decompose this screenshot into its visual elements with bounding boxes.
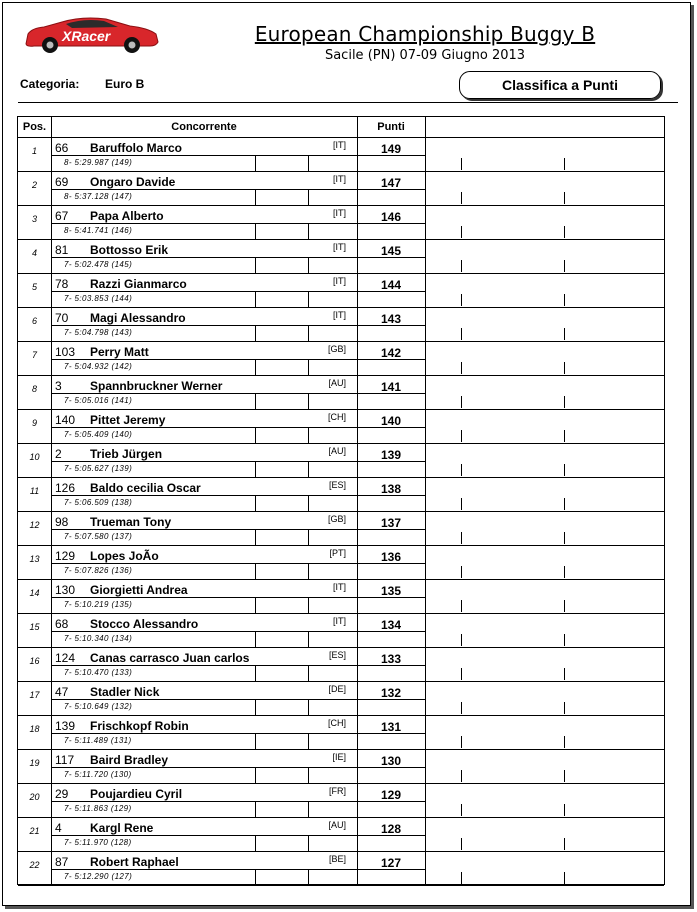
nationality: [AU] [328, 820, 346, 830]
row-tick-mark [564, 532, 565, 544]
car-number: 2 [55, 447, 62, 461]
driver-name: Kargl Rene [90, 821, 154, 835]
nationality: [IT] [333, 174, 346, 184]
position-cell: 19 [29, 758, 40, 768]
row-tick-mark [461, 294, 462, 306]
nationality: [DE] [328, 684, 346, 694]
row-sub-divider [51, 291, 425, 292]
row-tick-mark [564, 260, 565, 272]
row-sub-divider [51, 257, 425, 258]
row-tick-mark [461, 158, 462, 170]
table-row [18, 512, 664, 546]
row-cell-divider [255, 529, 256, 546]
row-tick-mark [461, 362, 462, 374]
car-number: 87 [55, 855, 69, 869]
row-cell-divider [308, 835, 309, 852]
row-cell-divider [255, 869, 256, 886]
row-tick-mark [461, 396, 462, 408]
car-number: 117 [55, 753, 75, 767]
nationality: [IT] [333, 242, 346, 252]
row-cell-divider [255, 597, 256, 614]
points-value: 143 [380, 312, 402, 326]
row-sub-divider [51, 733, 425, 734]
header-points: Punti [377, 121, 405, 133]
position-cell: 6 [31, 316, 37, 326]
points-value: 149 [380, 142, 402, 156]
row-tick-mark [461, 226, 462, 238]
row-cell-divider [255, 835, 256, 852]
row-cell-divider [255, 427, 256, 444]
points-value: 144 [380, 278, 402, 292]
lap-time: 7- 5:03.853 (144) [64, 294, 133, 303]
nationality: [ES] [328, 480, 346, 490]
row-cell-divider [308, 529, 309, 546]
header-pos: Pos. [22, 121, 47, 133]
row-tick-mark [461, 736, 462, 748]
row-sub-divider [51, 223, 425, 224]
row-tick-mark [564, 362, 565, 374]
table-row [18, 648, 664, 682]
points-value: 142 [380, 346, 402, 360]
lap-time: 8- 5:41.741 (146) [64, 226, 133, 235]
driver-name: Baird Bradley [90, 753, 169, 767]
car-number: 98 [55, 515, 69, 529]
row-sub-divider [51, 665, 425, 666]
nationality: [IT] [333, 276, 346, 286]
xracer-logo [22, 14, 162, 56]
row-tick-mark [564, 158, 565, 170]
row-cell-divider [255, 495, 256, 512]
lap-time: 7- 5:05.627 (139) [64, 464, 133, 473]
row-cell-divider [255, 189, 256, 206]
row-cell-divider [308, 733, 309, 750]
row-cell-divider [308, 699, 309, 716]
position-cell: 20 [29, 792, 40, 802]
row-tick-mark [564, 600, 565, 612]
points-value: 132 [380, 686, 402, 700]
lap-time: 7- 5:11.489 (131) [64, 736, 132, 745]
position-cell: 18 [29, 724, 40, 734]
points-value: 133 [380, 652, 402, 666]
row-tick-mark [461, 498, 462, 510]
row-tick-mark [564, 192, 565, 204]
car-number: 29 [55, 787, 69, 801]
row-tick-mark [461, 668, 462, 680]
car-number: 68 [55, 617, 69, 631]
lap-time: 7- 5:05.016 (141) [64, 396, 133, 405]
row-cell-divider [308, 155, 309, 172]
row-tick-mark [461, 702, 462, 714]
nationality: [GB] [327, 344, 346, 354]
car-number: 124 [55, 651, 76, 665]
points-value: 127 [380, 856, 402, 870]
table-row [18, 546, 664, 580]
nationality: [AU] [328, 378, 346, 388]
row-tick-mark [461, 804, 462, 816]
car-number: 66 [55, 141, 69, 155]
position-cell: 5 [31, 282, 37, 292]
row-tick-mark [564, 566, 565, 578]
driver-name: Poujardieu Cyril [90, 787, 183, 801]
nationality: [IT] [333, 582, 346, 592]
row-tick-mark [564, 430, 565, 442]
row-cell-divider [255, 359, 256, 376]
row-tick-mark [461, 838, 462, 850]
driver-name: Razzi Gianmarco [90, 277, 187, 291]
nationality: [AU] [328, 446, 346, 456]
results-table [17, 116, 665, 885]
position-cell: 3 [31, 214, 37, 224]
nationality: [FR] [329, 786, 346, 796]
row-cell-divider [255, 155, 256, 172]
ranking-type-button[interactable]: Classifica a Punti [459, 71, 661, 99]
row-sub-divider [51, 631, 425, 632]
nationality: [IT] [333, 310, 346, 320]
row-cell-divider [308, 427, 309, 444]
position-cell: 21 [29, 826, 40, 836]
row-tick-mark [564, 770, 565, 782]
row-sub-divider [51, 699, 425, 700]
row-tick-mark [461, 770, 462, 782]
row-sub-divider [51, 563, 425, 564]
driver-name: Baldo cecilia Oscar [90, 481, 201, 495]
position-cell: 22 [29, 860, 40, 870]
row-sub-divider [51, 835, 425, 836]
points-value: 146 [380, 210, 402, 224]
car-number: 67 [55, 209, 69, 223]
table-row [18, 138, 664, 172]
row-sub-divider [51, 869, 425, 870]
row-sub-divider [51, 189, 425, 190]
car-number: 4 [55, 821, 62, 835]
driver-name: Perry Matt [90, 345, 149, 359]
table-row [18, 172, 664, 206]
lap-time: 7- 5:07.580 (137) [64, 532, 133, 541]
row-sub-divider [51, 393, 425, 394]
row-tick-mark [564, 464, 565, 476]
row-cell-divider [255, 665, 256, 682]
row-tick-mark [461, 600, 462, 612]
row-sub-divider [51, 597, 425, 598]
points-value: 138 [380, 482, 402, 496]
position-cell: 12 [29, 520, 40, 530]
driver-name: Papa Alberto [90, 209, 164, 223]
nationality: [CH] [328, 412, 346, 422]
table-row [18, 478, 664, 512]
nationality: [IE] [332, 752, 346, 762]
row-cell-divider [255, 257, 256, 274]
row-tick-mark [564, 396, 565, 408]
row-cell-divider [308, 223, 309, 240]
driver-name: Lopes JoÃo [90, 549, 159, 563]
lap-time: 7- 5:10.649 (132) [64, 702, 133, 711]
row-tick-mark [461, 566, 462, 578]
lap-time: 7- 5:04.932 (142) [64, 362, 133, 371]
row-tick-mark [564, 498, 565, 510]
row-cell-divider [255, 393, 256, 410]
table-row [18, 580, 664, 614]
row-cell-divider [308, 767, 309, 784]
row-cell-divider [255, 699, 256, 716]
event-subtitle: Sacile (PN) 07-09 Giugno 2013 [324, 48, 526, 63]
car-number: 126 [55, 481, 76, 495]
table-row [18, 240, 664, 274]
driver-name: Giorgietti Andrea [90, 583, 188, 597]
nationality: [ES] [328, 650, 346, 660]
lap-time: 7- 5:05.409 (140) [64, 430, 133, 439]
row-tick-mark [564, 804, 565, 816]
position-cell: 4 [31, 248, 37, 258]
row-tick-mark [461, 532, 462, 544]
row-tick-mark [564, 328, 565, 340]
position-cell: 2 [31, 180, 37, 190]
points-value: 141 [380, 380, 402, 394]
points-value: 140 [380, 414, 402, 428]
points-value: 145 [380, 244, 402, 258]
category-value: Euro B [105, 77, 145, 91]
table-row [18, 342, 664, 376]
row-cell-divider [308, 631, 309, 648]
row-tick-mark [564, 226, 565, 238]
lap-time: 8- 5:29.987 (149) [64, 158, 133, 167]
nationality: [BE] [328, 854, 346, 864]
row-cell-divider [308, 257, 309, 274]
logo-text: XRacer [62, 28, 111, 44]
lap-time: 8- 5:37.128 (147) [64, 192, 133, 201]
driver-name: Canas carrasco Juan carlos [90, 651, 250, 665]
row-tick-mark [461, 430, 462, 442]
position-cell: 1 [31, 146, 37, 156]
car-number: 103 [55, 345, 76, 359]
position-cell: 7 [31, 350, 37, 360]
position-cell: 13 [29, 554, 40, 564]
driver-name: Trueman Tony [90, 515, 172, 529]
position-cell: 14 [29, 588, 40, 598]
row-cell-divider [308, 869, 309, 886]
driver-name: Ongaro Davide [90, 175, 176, 189]
lap-time: 7- 5:04.798 (143) [64, 328, 133, 337]
row-tick-mark [564, 838, 565, 850]
lap-time: 7- 5:11.720 (130) [64, 770, 132, 779]
nationality: [CH] [328, 718, 346, 728]
row-tick-mark [461, 872, 462, 884]
row-cell-divider [255, 733, 256, 750]
points-value: 135 [380, 584, 402, 598]
row-sub-divider [51, 801, 425, 802]
car-number: 140 [55, 413, 76, 427]
row-cell-divider [255, 223, 256, 240]
car-number: 130 [55, 583, 76, 597]
driver-name: Spannbruckner Werner [90, 379, 223, 393]
table-row [18, 274, 664, 308]
table-row [18, 716, 664, 750]
lap-time: 7- 5:11.970 (128) [64, 838, 132, 847]
table-row [18, 682, 664, 716]
row-tick-mark [461, 260, 462, 272]
nationality: [IT] [333, 140, 346, 150]
position-cell: 10 [29, 452, 40, 462]
row-sub-divider [51, 155, 425, 156]
car-number: 69 [55, 175, 69, 189]
row-cell-divider [308, 495, 309, 512]
points-value: 134 [380, 618, 402, 632]
driver-name: Stocco Alessandro [90, 617, 199, 631]
points-value: 137 [380, 516, 402, 530]
points-value: 136 [380, 550, 402, 564]
row-cell-divider [255, 767, 256, 784]
driver-name: Frischkopf Robin [90, 719, 189, 733]
car-number: 78 [55, 277, 69, 291]
row-tick-mark [461, 464, 462, 476]
row-sub-divider [51, 427, 425, 428]
header-divider [18, 102, 678, 103]
row-cell-divider [308, 665, 309, 682]
points-value: 130 [380, 754, 402, 768]
row-cell-divider [255, 325, 256, 342]
row-sub-divider [51, 767, 425, 768]
table-row [18, 206, 664, 240]
table-row [18, 444, 664, 478]
lap-time: 7- 5:10.219 (135) [64, 600, 133, 609]
table-row [18, 852, 664, 886]
points-value: 129 [380, 788, 402, 802]
header-driver: Concorrente [171, 121, 237, 133]
table-row [18, 750, 664, 784]
table-header [18, 117, 664, 138]
row-cell-divider [308, 461, 309, 478]
row-sub-divider [51, 359, 425, 360]
row-cell-divider [255, 563, 256, 580]
lap-time: 7- 5:12.290 (127) [64, 872, 133, 881]
row-cell-divider [308, 801, 309, 818]
table-row [18, 410, 664, 444]
position-cell: 9 [31, 418, 37, 428]
row-tick-mark [564, 736, 565, 748]
row-cell-divider [308, 563, 309, 580]
position-cell: 16 [29, 656, 40, 666]
driver-name: Bottosso Erik [90, 243, 169, 257]
car-number: 129 [55, 549, 76, 563]
row-tick-mark [461, 328, 462, 340]
row-cell-divider [308, 291, 309, 308]
row-tick-mark [564, 702, 565, 714]
row-tick-mark [564, 872, 565, 884]
car-number: 70 [55, 311, 69, 325]
lap-time: 7- 5:11.863 (129) [64, 804, 132, 813]
row-sub-divider [51, 325, 425, 326]
lap-time: 7- 5:10.340 (134) [64, 634, 133, 643]
row-tick-mark [461, 634, 462, 646]
position-cell: 8 [31, 384, 37, 394]
car-number: 3 [55, 379, 62, 393]
row-cell-divider [255, 631, 256, 648]
points-value: 139 [380, 448, 402, 462]
row-cell-divider [255, 461, 256, 478]
lap-time: 7- 5:07.826 (136) [64, 566, 133, 575]
position-cell: 11 [29, 486, 40, 496]
row-cell-divider [308, 393, 309, 410]
driver-name: Robert Raphael [90, 855, 179, 869]
lap-time: 7- 5:10.470 (133) [64, 668, 133, 677]
nationality: [PT] [329, 548, 346, 558]
row-cell-divider [308, 597, 309, 614]
position-cell: 17 [29, 690, 40, 700]
car-number: 47 [55, 685, 69, 699]
points-value: 131 [380, 720, 402, 734]
table-row [18, 784, 664, 818]
lap-time: 7- 5:06.509 (138) [64, 498, 133, 507]
row-tick-mark [564, 668, 565, 680]
row-cell-divider [255, 291, 256, 308]
row-tick-mark [564, 294, 565, 306]
row-sub-divider [51, 529, 425, 530]
table-row [18, 818, 664, 852]
row-cell-divider [308, 189, 309, 206]
nationality: [IT] [333, 208, 346, 218]
row-cell-divider [308, 359, 309, 376]
row-cell-divider [308, 325, 309, 342]
driver-name: Pittet Jeremy [90, 413, 166, 427]
row-sub-divider [51, 495, 425, 496]
points-value: 147 [380, 176, 402, 190]
driver-name: Baruffolo Marco [90, 141, 183, 155]
page-title: European Championship Buggy B [254, 22, 596, 46]
category-label: Categoria: [20, 77, 80, 91]
row-tick-mark [461, 192, 462, 204]
table-row [18, 308, 664, 342]
lap-time: 7- 5:02.478 (145) [64, 260, 133, 269]
row-cell-divider [255, 801, 256, 818]
driver-name: Stadler Nick [90, 685, 160, 699]
row-sub-divider [51, 461, 425, 462]
nationality: [GB] [327, 514, 346, 524]
table-row [18, 614, 664, 648]
driver-name: Trieb Jürgen [90, 447, 163, 461]
car-number: 81 [55, 243, 69, 257]
points-value: 128 [380, 822, 402, 836]
nationality: [IT] [333, 616, 346, 626]
table-row [18, 376, 664, 410]
car-number: 139 [55, 719, 76, 733]
position-cell: 15 [29, 622, 40, 632]
driver-name: Magi Alessandro [90, 311, 186, 325]
row-tick-mark [564, 634, 565, 646]
